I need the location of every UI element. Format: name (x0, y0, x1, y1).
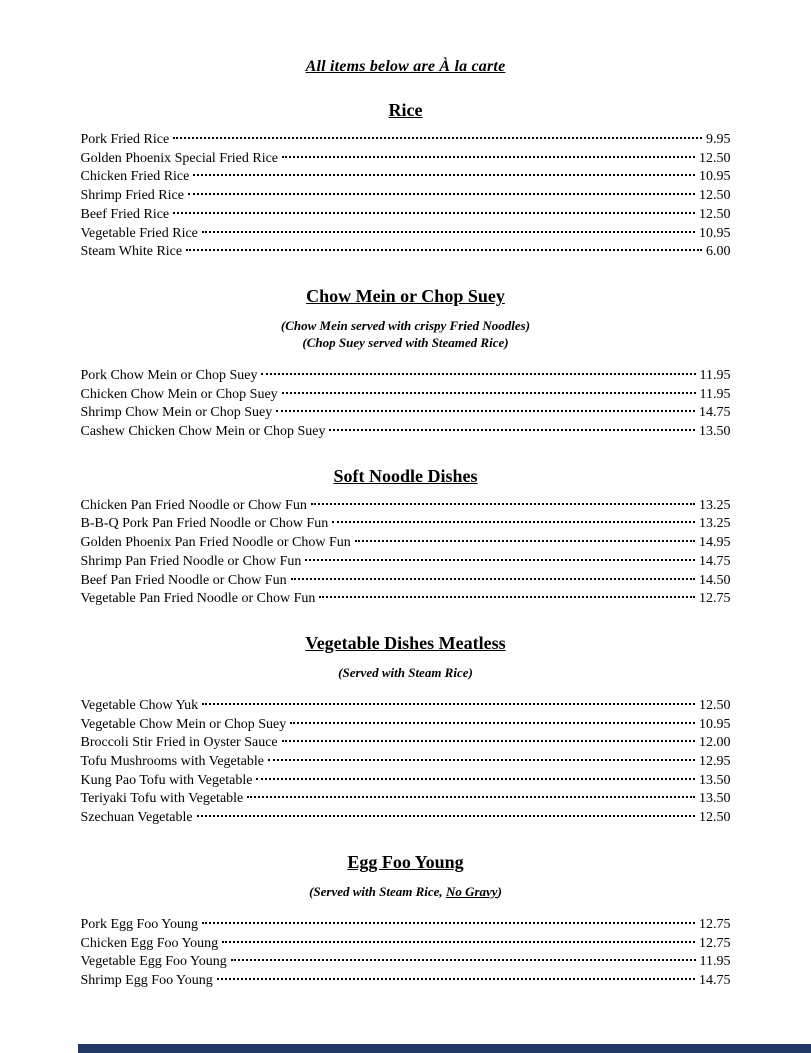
item-price: 14.50 (699, 572, 731, 588)
section-subtitles (0, 317, 811, 351)
item-price: 12.75 (699, 916, 731, 932)
menu-item-row (81, 131, 731, 150)
item-name: Golden Phoenix Special Fried Rice (80, 150, 279, 166)
item-price: 13.50 (699, 424, 731, 440)
menu-item-row (81, 572, 731, 591)
subtitle-text: (Served with Steam Rice, (309, 883, 446, 899)
dotted-leader (261, 373, 695, 375)
dotted-leader (290, 722, 695, 724)
item-name: Vegetable Egg Foo Young (80, 954, 227, 970)
item-name: Szechuan Vegetable (80, 810, 193, 826)
item-list (81, 367, 731, 442)
item-list (81, 131, 731, 262)
section-title: Chow Mein or Chop Suey (306, 285, 505, 306)
item-name: Chicken Egg Foo Young (80, 935, 219, 951)
dotted-leader (355, 540, 695, 542)
menu-item-row (81, 972, 731, 991)
subtitle-text: (Chop Suey served with Steamed Rice) (302, 334, 509, 350)
menu-item-row (81, 497, 731, 516)
section-title: Egg Foo Young (347, 851, 464, 872)
menu-item-row (81, 716, 731, 735)
item-price: 13.50 (699, 772, 731, 788)
bottom-edge-bar (78, 1044, 811, 1053)
item-price: 12.75 (699, 935, 731, 951)
item-name: Pork Fried Rice (80, 132, 170, 147)
item-price: 13.50 (699, 791, 731, 807)
item-name: Tofu Mushrooms with Vegetable (80, 754, 264, 770)
item-price: 13.25 (699, 497, 731, 513)
dotted-leader (197, 815, 695, 817)
menu-item-row (81, 150, 731, 169)
dotted-leader (173, 137, 702, 139)
item-price: 14.95 (699, 535, 731, 551)
menu-item-row (81, 367, 731, 386)
dotted-leader (247, 796, 695, 798)
item-name: Broccoli Stir Fried in Oyster Sauce (80, 735, 278, 751)
menu-item-row (81, 590, 731, 609)
item-name: Chicken Fried Rice (80, 169, 190, 185)
menu-item-row (81, 809, 731, 828)
item-price: 12.75 (699, 591, 731, 607)
section-subtitles (0, 664, 811, 681)
menu-item-row (81, 553, 731, 572)
section-subtitle (0, 334, 811, 351)
section-subtitle (0, 317, 811, 334)
menu-header: All items below are À la carte (305, 58, 506, 75)
subtitle-text: (Served with Steam Rice) (338, 664, 473, 680)
item-name: Teriyaki Tofu with Vegetable (80, 791, 244, 807)
menu-item-row (81, 423, 731, 442)
menu-item-row (81, 734, 731, 753)
dotted-leader (276, 410, 695, 412)
menu-item-row (81, 243, 731, 262)
dotted-leader (202, 231, 695, 233)
dotted-leader (305, 559, 695, 561)
item-price: 12.50 (699, 150, 731, 166)
item-price: 12.50 (699, 188, 731, 204)
item-price: 12.95 (699, 754, 731, 770)
menu-item-row (81, 386, 731, 405)
dotted-leader (329, 429, 695, 431)
item-name: Chicken Pan Fried Noodle or Chow Fun (80, 497, 307, 513)
menu-item-row (81, 753, 731, 772)
item-price: 10.95 (699, 225, 731, 241)
menu-item-row (81, 772, 731, 791)
dotted-leader (268, 759, 695, 761)
item-price: 12.50 (699, 810, 731, 826)
item-price: 11.95 (699, 386, 731, 402)
dotted-leader (282, 156, 695, 158)
menu-item-row (81, 790, 731, 809)
subtitle-text: (Chow Mein served with crispy Fried Noodles) (280, 317, 531, 333)
dotted-leader (256, 778, 695, 780)
item-name: Steam White Rice (80, 244, 183, 260)
item-name: Vegetable Fried Rice (80, 225, 198, 241)
item-name: Vegetable Chow Yuk (80, 697, 199, 713)
menu-item-row (81, 953, 731, 972)
item-name: Shrimp Chow Mein or Chop Suey (80, 405, 273, 421)
menu-section (0, 286, 811, 442)
dotted-leader (222, 941, 695, 943)
menu-item-row (81, 225, 731, 244)
item-name: Vegetable Chow Mein or Chop Suey (80, 716, 287, 732)
item-price: 11.95 (699, 954, 731, 970)
menu-section (0, 633, 811, 828)
menu-sections (0, 100, 811, 991)
item-name: Shrimp Fried Rice (80, 188, 184, 204)
item-price: 10.95 (699, 169, 731, 185)
item-price: 14.75 (699, 972, 731, 988)
dotted-leader (217, 978, 695, 980)
item-price: 12.00 (699, 735, 731, 751)
menu-item-row (81, 916, 731, 935)
item-list (81, 916, 731, 991)
dotted-leader (173, 212, 695, 214)
dotted-leader (311, 503, 695, 505)
section-subtitle (0, 883, 811, 900)
item-price: 6.00 (706, 244, 731, 260)
item-name: Beef Pan Fried Noodle or Chow Fun (80, 572, 287, 588)
section-subtitles (0, 883, 811, 900)
item-price: 11.95 (699, 367, 731, 383)
menu-item-row (81, 515, 731, 534)
item-name: Vegetable Pan Fried Noodle or Chow Fun (80, 591, 316, 607)
menu-item-row (81, 168, 731, 187)
menu-item-row (81, 206, 731, 225)
dotted-leader (186, 249, 702, 251)
item-name: Kung Pao Tofu with Vegetable (80, 772, 253, 788)
dotted-leader (193, 174, 695, 176)
item-name: Shrimp Pan Fried Noodle or Chow Fun (80, 553, 302, 569)
item-price: 12.50 (699, 206, 731, 222)
menu-item-row (81, 534, 731, 553)
menu-item-row (81, 697, 731, 716)
item-price: 12.50 (699, 697, 731, 713)
dotted-leader (282, 392, 696, 394)
dotted-leader (188, 193, 695, 195)
section-title: Vegetable Dishes Meatless (305, 632, 506, 653)
dotted-leader (291, 578, 695, 580)
item-name: Golden Phoenix Pan Fried Noodle or Chow Fun (80, 535, 351, 551)
section-subtitle (0, 664, 811, 681)
subtitle-text: ) (497, 883, 502, 899)
item-name: Cashew Chicken Chow Mein or Chop Suey (80, 424, 326, 440)
menu-section (0, 466, 811, 609)
menu-item-row (81, 935, 731, 954)
item-price: 10.95 (699, 716, 731, 732)
section-title: Soft Noodle Dishes (333, 465, 478, 486)
dotted-leader (231, 959, 696, 961)
dotted-leader (332, 521, 695, 523)
section-title: Rice (388, 100, 423, 120)
item-price: 14.75 (699, 553, 731, 569)
menu-item-row (81, 187, 731, 206)
item-name: Beef Fried Rice (80, 206, 170, 222)
item-name: Pork Egg Foo Young (80, 916, 198, 932)
item-price: 14.75 (699, 405, 731, 421)
menu-section (0, 100, 811, 262)
menu-section (0, 852, 811, 991)
item-name: Chicken Chow Mein or Chop Suey (80, 386, 278, 402)
item-name: Pork Chow Mein or Chop Suey (80, 367, 258, 383)
dotted-leader (202, 922, 695, 924)
dotted-leader (319, 596, 695, 598)
item-list (81, 497, 731, 609)
dotted-leader (282, 740, 695, 742)
item-name: Shrimp Egg Foo Young (80, 972, 213, 988)
item-list (81, 697, 731, 828)
menu-item-row (81, 404, 731, 423)
subtitle-underlined-text: No Gravy (445, 883, 498, 899)
dotted-leader (202, 703, 695, 705)
item-price: 13.25 (699, 516, 731, 532)
item-price: 9.95 (706, 132, 731, 147)
item-name: B-B-Q Pork Pan Fried Noodle or Chow Fun (80, 516, 329, 532)
